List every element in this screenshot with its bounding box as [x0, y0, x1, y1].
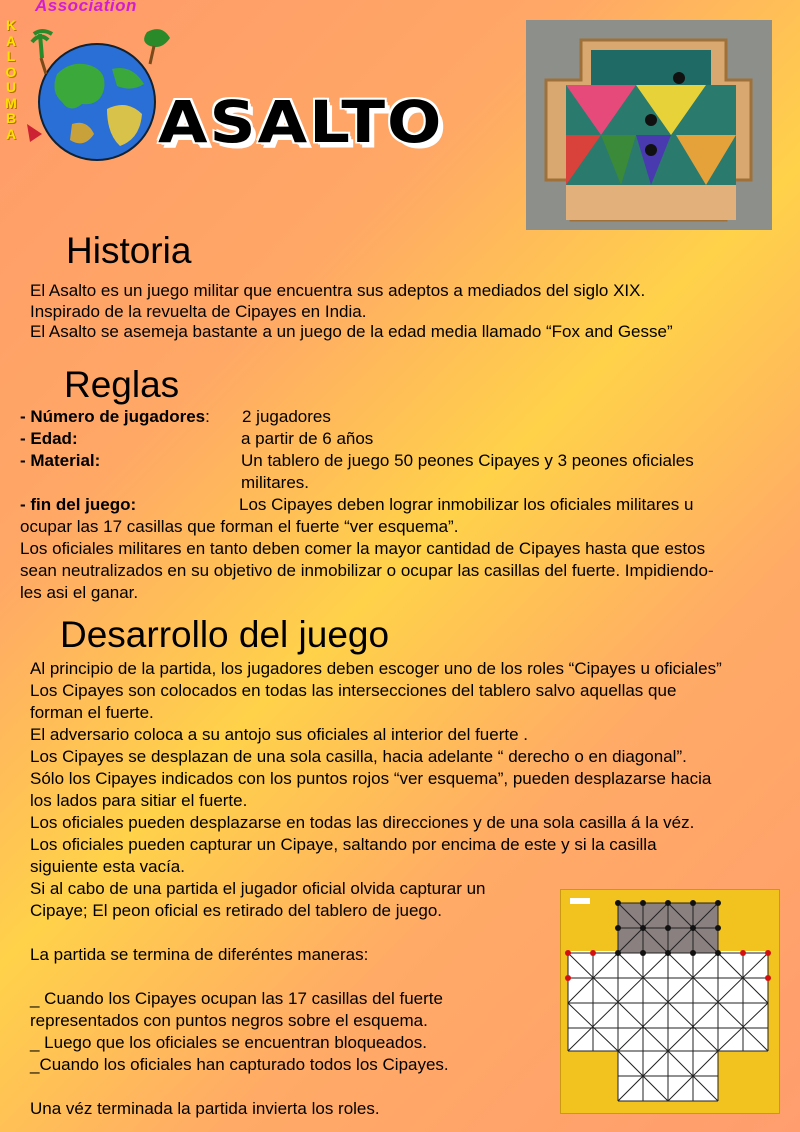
desarrollo-heading: Desarrollo del juego [60, 614, 390, 655]
logo-letter: K [5, 17, 17, 33]
desarrollo-line: Los Cipayes son colocados en todas las intersecciones del tablero salvo aquellas que [30, 681, 677, 700]
desarrollo-line: _Cuando los oficiales han capturado todos los Cipayes. [30, 1055, 449, 1074]
rule-label: - fin del juego: [20, 495, 137, 514]
desarrollo-line: El adversario coloca a su antojo sus oficiales al interior del fuerte . [30, 725, 528, 744]
rule-material [20, 450, 800, 472]
desarrollo-line: Los Cipayes se desplazan de una sola casilla, hacia adelante “ derecho o en diagonal”. [30, 747, 687, 766]
globe-logo-icon [12, 14, 172, 164]
rule-value: a partir de 6 años [241, 429, 374, 448]
rule-material-cont [20, 472, 800, 494]
reglas-continuation [20, 516, 800, 604]
desarrollo-line: _ Luego que los oficiales se encuentran bloqueados. [30, 1033, 427, 1052]
rule-label: - Número de jugadores: [20, 407, 210, 426]
historia-line: El Asalto es un juego militar que encuentra sus adeptos a mediados del siglo XIX. [30, 281, 646, 300]
rule-label: - Material: [20, 451, 101, 470]
rule-line: ocupar las 17 casillas que forman el fuerte “ver esquema”. [20, 517, 459, 536]
desarrollo-line: representados con puntos negros sobre el esquema. [30, 1011, 428, 1030]
historia-heading: Historia [66, 230, 192, 271]
rule-value: militares. [241, 473, 310, 492]
rule-line: sean neutralizados en su objetivo de inmobilizar o ocupar las casillas del fuerte. Impidiendo- [20, 561, 714, 580]
rule-age [20, 428, 800, 450]
rule-value: Un tablero de juego 50 peones Cipayes y 3 peones oficiales [241, 451, 694, 470]
desarrollo-line: Sólo los Cipayes indicados con los puntos rojos “ver esquema”, pueden desplazarse hacia [30, 769, 712, 788]
historia-line: El Asalto se asemeja bastante a un juego de la edad media llamado “Fox and Gesse” [30, 322, 673, 342]
logo-letter: M [5, 94, 17, 111]
desarrollo-line: Al principio de la partida, los jugadores deben escoger uno de los roles “Cipayes u oficiales” [30, 659, 722, 678]
logo-letter: B [5, 110, 17, 126]
desarrollo-line: La partida se termina de diferéntes maneras: [30, 945, 369, 964]
desarrollo-line: Los oficiales pueden capturar un Cipaye, saltando por encima de este y si la casilla [30, 835, 657, 854]
board-photo [526, 20, 772, 230]
logo-letter: L [6, 48, 16, 64]
desarrollo-line: Si al cabo de una partida el jugador oficial olvida capturar un [30, 879, 486, 898]
rule-line: les asi el ganar. [20, 583, 139, 602]
desarrollo-line: siguiente esta vacía. [30, 857, 185, 876]
logo-letter: U [5, 79, 17, 95]
desarrollo-line: Los oficiales pueden desplazarse en todas las direcciones y de una sola casilla á la véz. [30, 813, 695, 832]
rule-value: Los Cipayes deben lograr inmobilizar los oficiales militares u [239, 495, 694, 514]
reglas-heading: Reglas [64, 364, 180, 405]
rule-line: Los oficiales militares en tanto deben comer la mayor cantidad de Cipayes hasta que estos [20, 539, 706, 558]
desarrollo-line: _ Cuando los Cipayes ocupan las 17 casillas del fuerte [30, 989, 443, 1008]
reglas-list [20, 406, 800, 604]
board-diagram [560, 889, 780, 1114]
desarrollo-line: Cipaye; El peon oficial es retirado del tablero de juego. [30, 901, 443, 920]
desarrollo-line: Una véz terminada la partida invierta los roles. [30, 1099, 380, 1118]
association-label: Association [35, 0, 137, 15]
rule-end [20, 494, 800, 516]
desarrollo-line: los lados para sitiar el fuerte. [30, 791, 248, 810]
logo-letter: O [5, 63, 17, 80]
rule-label: - Edad: [20, 429, 78, 448]
logo-letter: A [5, 125, 17, 142]
rule-value: 2 jugadores [242, 407, 331, 426]
page-title: ASALTO [158, 89, 444, 157]
rule-players [20, 406, 800, 428]
desarrollo-line: forman el fuerte. [30, 703, 154, 722]
historia-line: Inspirado de la revuelta de Cipayes en India. [30, 301, 367, 321]
historia-text [30, 281, 790, 343]
logo-letter: A [5, 32, 17, 49]
